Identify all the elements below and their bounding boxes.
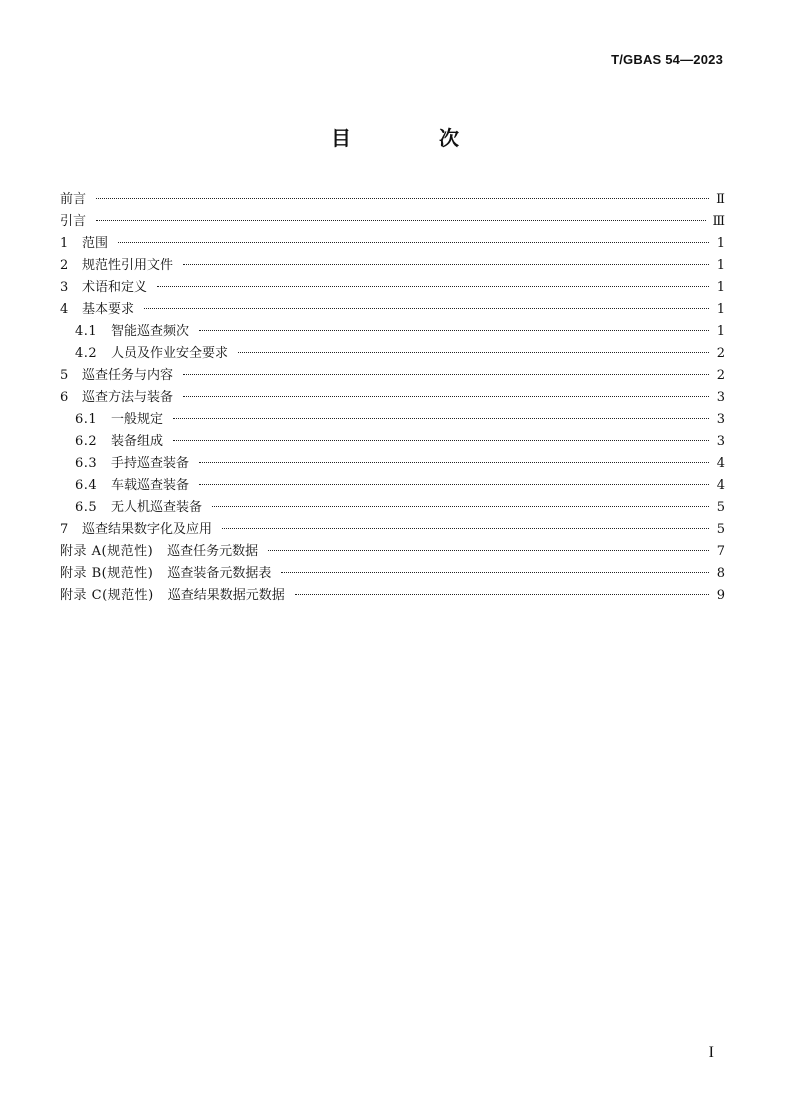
toc-entry-label: 引言 [60, 214, 87, 229]
toc-leader-dots [183, 396, 709, 397]
toc-entry-page: 9 [716, 588, 725, 603]
toc-entry[interactable] [60, 189, 725, 211]
toc-entry-page: 2 [716, 368, 725, 383]
toc-entry-label: 巡查方法与装备 [82, 390, 174, 405]
toc-entry-page: 1 [716, 280, 725, 295]
toc-entry[interactable] [60, 541, 725, 563]
toc-entry-label: 基本要求 [82, 302, 135, 317]
toc-entry-number: 1 [60, 236, 69, 251]
standard-code: T/GBAS 54—2023 [611, 52, 723, 67]
toc-entry[interactable] [60, 211, 725, 233]
toc-entry-label: 无人机巡查装备 [111, 500, 203, 515]
toc-entry-number: 3 [60, 280, 69, 295]
toc-entry-number: 6.2 [75, 434, 98, 449]
toc-entry-page: 8 [716, 566, 725, 581]
toc-entry-number: 6.3 [75, 456, 98, 471]
toc-leader-dots [295, 594, 709, 595]
toc-annex-prefix: 附录 C(规范性) [60, 588, 154, 603]
toc-leader-dots [268, 550, 709, 551]
toc-entry-page: 2 [716, 346, 725, 361]
toc-entry[interactable] [60, 387, 725, 409]
toc-entry-label: 人员及作业安全要求 [111, 346, 229, 361]
toc-entry-page: 4 [716, 456, 725, 471]
toc-leader-dots [96, 220, 706, 221]
toc-entry-page: 1 [716, 324, 725, 339]
toc-entry-number: 4 [60, 302, 69, 317]
toc-leader-dots [199, 484, 709, 485]
toc-entry-label: 智能巡查频次 [111, 324, 190, 339]
toc-entry-page: Ⅱ [716, 192, 725, 207]
toc-leader-dots [199, 330, 709, 331]
toc-entry[interactable] [60, 255, 725, 277]
toc-entry[interactable] [60, 497, 725, 519]
toc-leader-dots [212, 506, 709, 507]
toc-annex-prefix: 附录 A(规范性) [60, 544, 154, 559]
toc-leader-dots [281, 572, 709, 573]
toc-entry-page: 1 [716, 302, 725, 317]
toc-leader-dots [199, 462, 709, 463]
toc-entry-page: 5 [716, 500, 725, 515]
toc-entry[interactable] [60, 299, 725, 321]
toc-entry-page: 1 [716, 258, 725, 273]
toc-entry-number: 6.1 [75, 412, 98, 427]
toc-entry-number: 4.1 [75, 324, 98, 339]
toc-leader-dots [173, 440, 709, 441]
toc-leader-dots [118, 242, 709, 243]
toc-entry[interactable] [60, 475, 725, 497]
toc-entry-label: 巡查任务与内容 [82, 368, 174, 383]
toc-entry[interactable] [60, 563, 725, 585]
toc-entry-label: 装备组成 [111, 434, 164, 449]
toc-leader-dots [96, 198, 709, 199]
toc-entry-number: 2 [60, 258, 69, 273]
toc-entry-page: 3 [716, 390, 725, 405]
toc-entry-label: 车载巡查装备 [111, 478, 190, 493]
toc-entry-number: 6 [60, 390, 69, 405]
toc-entry-number: 7 [60, 522, 69, 537]
toc-entry-number: 4.2 [75, 346, 98, 361]
toc-entry[interactable] [60, 343, 725, 365]
toc-entry-label: 规范性引用文件 [82, 258, 174, 273]
toc-entry-label: 巡查结果数据元数据 [167, 588, 285, 603]
toc-entry-page: 3 [716, 434, 725, 449]
toc-entry-label: 手持巡查装备 [111, 456, 190, 471]
toc-leader-dots [183, 264, 709, 265]
toc-leader-dots [157, 286, 709, 287]
toc-entry[interactable] [60, 585, 725, 607]
toc-entry-label: 一般规定 [111, 412, 164, 427]
table-of-contents [60, 189, 725, 607]
toc-entry-page: 4 [716, 478, 725, 493]
toc-entry-page: 1 [716, 236, 725, 251]
toc-entry-number: 5 [60, 368, 69, 383]
toc-leader-dots [144, 308, 709, 309]
toc-entry-label: 范围 [82, 236, 109, 251]
toc-entry[interactable] [60, 453, 725, 475]
page-number: I [708, 1044, 714, 1061]
toc-leader-dots [238, 352, 709, 353]
toc-entry[interactable] [60, 409, 725, 431]
toc-entry-page: 3 [716, 412, 725, 427]
toc-entry-page: 7 [716, 544, 725, 559]
toc-entry-label: 巡查任务元数据 [167, 544, 259, 559]
toc-leader-dots [173, 418, 709, 419]
toc-leader-dots [183, 374, 709, 375]
toc-annex-prefix: 附录 B(规范性) [60, 566, 154, 581]
toc-entry-page: 5 [716, 522, 725, 537]
page-title: 目 次 [331, 126, 493, 150]
toc-entry[interactable] [60, 233, 725, 255]
toc-entry[interactable] [60, 519, 725, 541]
toc-entry-label: 巡查装备元数据表 [167, 566, 272, 581]
toc-entry-number: 6.4 [75, 478, 98, 493]
toc-entry-label: 前言 [60, 192, 87, 207]
toc-leader-dots [222, 528, 709, 529]
toc-entry-number: 6.5 [75, 500, 98, 515]
toc-entry[interactable] [60, 431, 725, 453]
toc-entry-label: 术语和定义 [82, 280, 148, 295]
toc-entry[interactable] [60, 321, 725, 343]
toc-entry-page: Ⅲ [712, 214, 725, 229]
toc-entry[interactable] [60, 277, 725, 299]
toc-entry-label: 巡查结果数字化及应用 [82, 522, 213, 537]
toc-entry[interactable] [60, 365, 725, 387]
